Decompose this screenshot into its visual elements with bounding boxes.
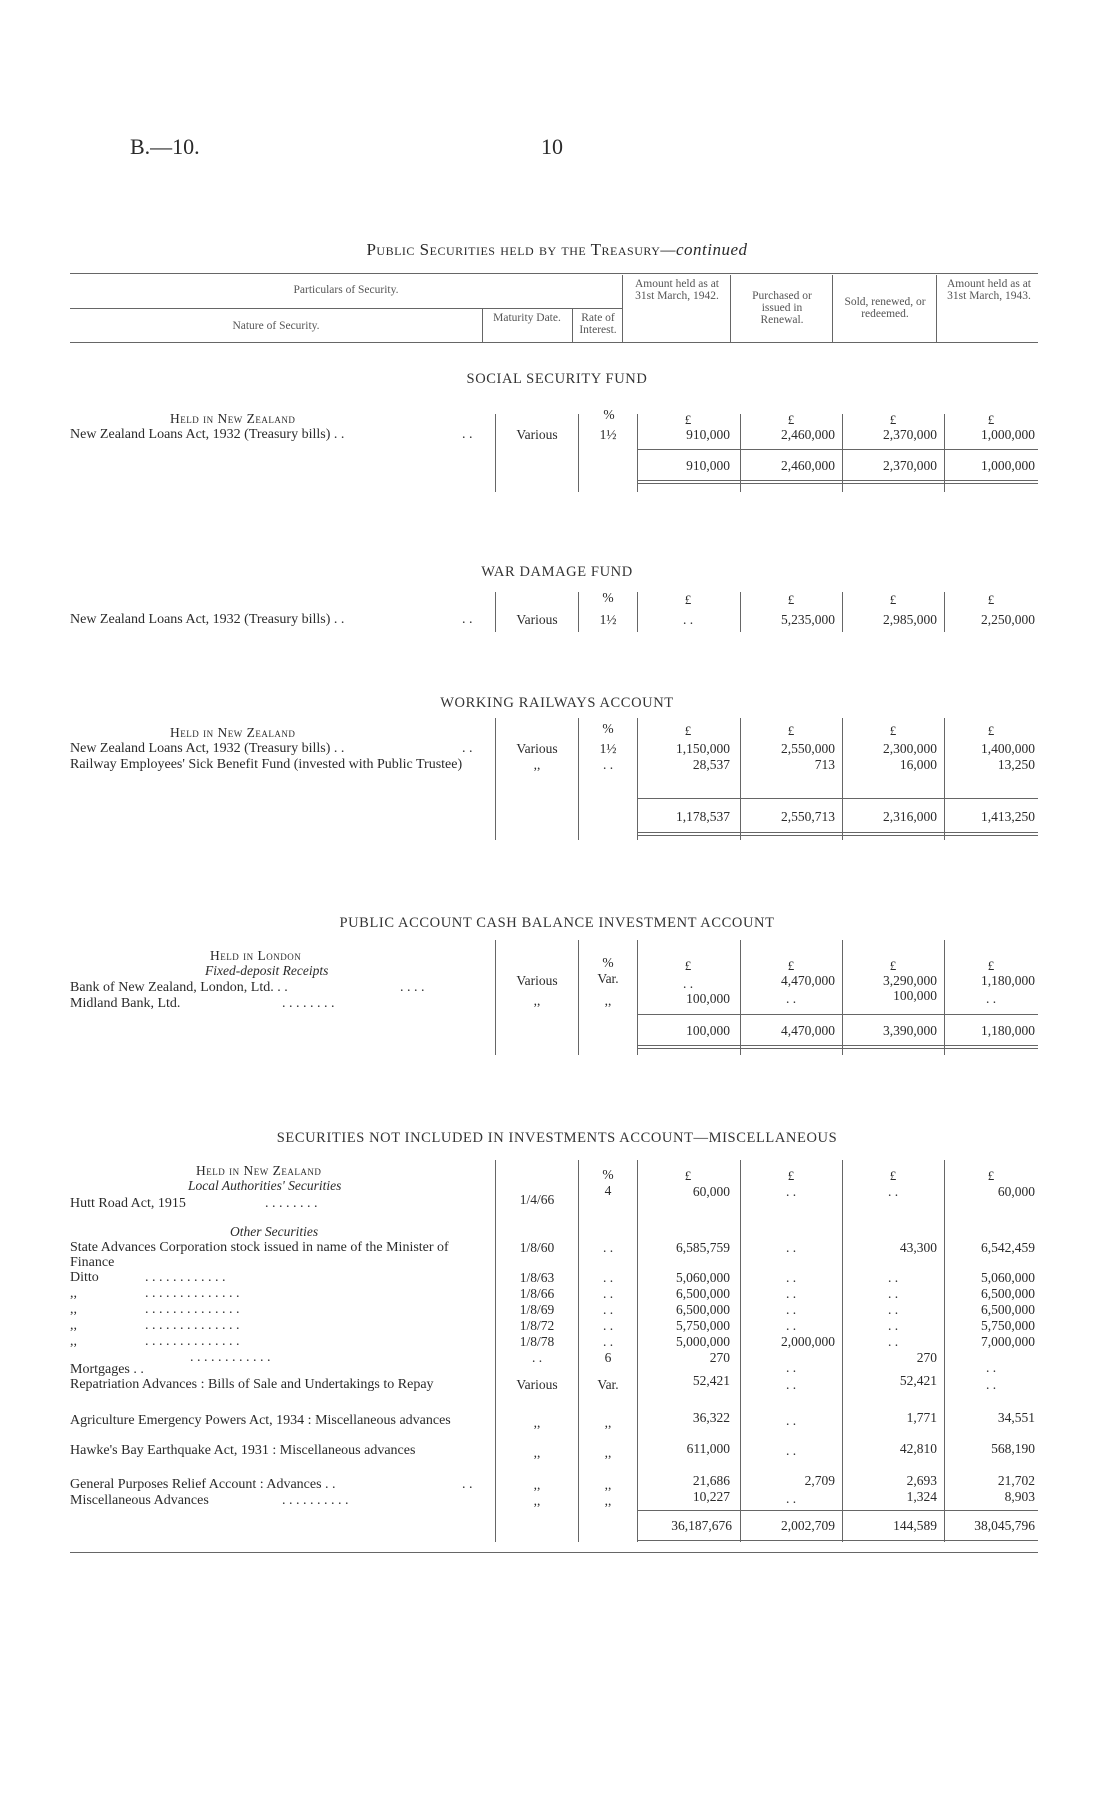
percent-sign: % <box>602 590 614 605</box>
row-rate: Var. <box>597 971 619 986</box>
percent-sign: % <box>603 407 615 422</box>
row-description: New Zealand Loans Act, 1932 (Treasury bills) . . <box>70 741 345 756</box>
total-rule <box>637 798 1038 799</box>
row-held-1943: 6,500,000 <box>981 1302 1035 1317</box>
row-held-1943: 60,000 <box>997 1184 1035 1199</box>
held-label: Held in London <box>210 948 302 963</box>
row-sold: . . <box>887 1334 899 1349</box>
row-purchased: . . <box>785 991 797 1006</box>
col-rule <box>637 1160 638 1542</box>
row-sold: 52,421 <box>899 1373 937 1388</box>
pound-sign: £ <box>987 1168 995 1183</box>
row-held-1942: 100,000 <box>686 991 730 1006</box>
total-purchased: 4,470,000 <box>781 1023 835 1038</box>
row-held-1942: 36,322 <box>692 1410 730 1425</box>
total-rule <box>637 1014 1038 1015</box>
row-description: Mortgages . . <box>70 1362 144 1377</box>
row-leader: . . . . . . . . . . . . . . <box>145 1302 240 1317</box>
col-rule <box>578 940 579 1055</box>
row-description: ,, <box>70 1286 77 1301</box>
row-held-1943: . . <box>985 1360 997 1375</box>
percent-sign: % <box>602 955 614 970</box>
row-held-1942: 6,500,000 <box>676 1286 730 1301</box>
col-rule <box>495 1160 496 1542</box>
total-held-1942: 1,178,537 <box>676 809 730 824</box>
header-divider <box>730 275 731 342</box>
pound-sign: £ <box>787 723 795 738</box>
col-rule <box>495 414 496 492</box>
col-rule <box>578 414 579 492</box>
row-leader: . . . . . . . . . . . . . . <box>145 1334 240 1349</box>
double-rule <box>637 835 1038 836</box>
row-held-1942: 270 <box>709 1350 730 1365</box>
row-leader: . . <box>462 427 473 442</box>
row-rate: ,, <box>604 1415 612 1430</box>
row-maturity: ,, <box>533 1493 541 1508</box>
row-leader: . . . . . . . . . . . . . . <box>145 1318 240 1333</box>
row-held-1942: 1,150,000 <box>676 741 730 756</box>
row-held-1943: 6,500,000 <box>981 1286 1035 1301</box>
row-description: Bank of New Zealand, London, Ltd. . . <box>70 980 288 995</box>
row-sold: 2,985,000 <box>883 612 937 627</box>
row-rate: . . <box>602 1270 614 1285</box>
row-leader: . . . . . . . . . . . . <box>190 1350 271 1365</box>
held-label: Held in New Zealand <box>196 1163 322 1178</box>
total-rule <box>637 449 1038 450</box>
col-rule <box>740 592 741 632</box>
row-held-1943: 5,750,000 <box>981 1318 1035 1333</box>
col-held-1943: Amount held as at 31st March, 1943. <box>947 278 1031 302</box>
row-held-1942: 10,227 <box>692 1489 730 1504</box>
row-maturity: 1/8/69 <box>519 1302 555 1317</box>
header-divider <box>572 308 573 342</box>
col-rule <box>578 592 579 632</box>
row-leader: . . <box>462 1477 473 1492</box>
pound-sign: £ <box>889 412 897 427</box>
col-rule <box>740 1160 741 1542</box>
row-held-1942: 28,537 <box>692 757 730 772</box>
held-label: Held in New Zealand <box>170 411 296 426</box>
total-purchased: 2,002,709 <box>781 1518 835 1533</box>
pound-sign: £ <box>684 1168 692 1183</box>
row-rate: 1½ <box>599 741 617 756</box>
pound-sign: £ <box>787 592 795 607</box>
col-purchased: Purchased or issued in Renewal. <box>752 290 812 326</box>
row-sold: . . <box>887 1302 899 1317</box>
row-maturity: Various <box>516 612 558 627</box>
row-rate: . . <box>602 1318 614 1333</box>
row-sold: 2,300,000 <box>883 741 937 756</box>
row-maturity: 1/8/78 <box>519 1334 555 1349</box>
row-rate: . . <box>602 1286 614 1301</box>
header-mid-rule <box>70 308 622 309</box>
col-sold: Sold, renewed, or redeemed. <box>844 296 926 320</box>
col-rule <box>495 592 496 632</box>
row-leader: . . . . . . . . <box>265 1196 318 1211</box>
pound-sign: £ <box>787 1168 795 1183</box>
double-rule <box>637 1540 1038 1541</box>
row-sold: 43,300 <box>899 1240 937 1255</box>
col-rule <box>495 940 496 1055</box>
row-held-1942: 60,000 <box>692 1184 730 1199</box>
row-leader: . . <box>462 612 473 627</box>
col-rule <box>842 1160 843 1542</box>
double-rule <box>637 832 1038 833</box>
col-rule <box>578 718 579 840</box>
row-leader: . . . . <box>400 980 425 995</box>
row-description: Railway Employees' Sick Benefit Fund (invested with Public Trustee) <box>70 757 463 772</box>
row-sold: . . <box>887 1184 899 1199</box>
row-leader: . . . . . . . . . . . . . . <box>145 1286 240 1301</box>
row-purchased: . . <box>785 1491 797 1506</box>
row-maturity: ,, <box>533 1477 541 1492</box>
col-rule <box>637 940 638 1055</box>
row-held-1943: 1,400,000 <box>981 741 1035 756</box>
col-rule <box>495 718 496 840</box>
row-held-1943: . . <box>985 1377 997 1392</box>
double-rule <box>637 1048 1038 1049</box>
total-held-1943: 1,180,000 <box>981 1023 1035 1038</box>
row-purchased: . . <box>785 1270 797 1285</box>
row-held-1942: 21,686 <box>692 1473 730 1488</box>
row-maturity: . . <box>531 1350 543 1365</box>
row-leader: . . . . . . . . . . <box>282 1493 349 1508</box>
total-held-1942: 910,000 <box>686 458 730 473</box>
held-label: Held in New Zealand <box>170 725 296 740</box>
row-maturity: 1/8/63 <box>519 1270 555 1285</box>
row-maturity: ,, <box>533 1445 541 1460</box>
row-sold: 3,290,000 <box>883 973 937 988</box>
col-rule <box>944 940 945 1055</box>
row-maturity: 1/8/72 <box>519 1318 555 1333</box>
row-rate: Var. <box>597 1377 619 1392</box>
total-sold: 3,390,000 <box>883 1023 937 1038</box>
row-purchased: . . <box>785 1360 797 1375</box>
total-held-1943: 1,413,250 <box>981 809 1035 824</box>
sub-heading: Fixed-deposit Receipts <box>205 963 329 978</box>
section-title: PUBLIC ACCOUNT CASH BALANCE INVESTMENT ACCOUNT <box>339 915 775 931</box>
row-rate: ,, <box>604 1493 612 1508</box>
sub-heading: Other Securities <box>230 1224 319 1239</box>
row-held-1943: 2,250,000 <box>981 612 1035 627</box>
pound-sign: £ <box>787 958 795 973</box>
row-purchased: . . <box>785 1240 797 1255</box>
col-rule <box>637 718 638 840</box>
pound-sign: £ <box>889 592 897 607</box>
row-maturity: ,, <box>533 757 541 772</box>
pound-sign: £ <box>684 958 692 973</box>
row-description: Agriculture Emergency Powers Act, 1934 : Miscellaneous advances <box>70 1413 451 1428</box>
row-maturity: ,, <box>533 1415 541 1430</box>
col-rule <box>944 1160 945 1542</box>
row-held-1942: 5,060,000 <box>676 1270 730 1285</box>
total-sold: 2,316,000 <box>883 809 937 824</box>
pound-sign: £ <box>684 412 692 427</box>
row-leader: . . . . . . . . . . . . <box>145 1270 226 1285</box>
pound-sign: £ <box>987 592 995 607</box>
pound-sign: £ <box>684 592 692 607</box>
total-rule <box>637 1510 1038 1511</box>
row-rate: ,, <box>604 1445 612 1460</box>
row-held-1943: 1,000,000 <box>981 427 1035 442</box>
row-sold: 100,000 <box>893 988 937 1003</box>
row-held-1942: 5,750,000 <box>676 1318 730 1333</box>
row-sold: 1,324 <box>906 1489 937 1504</box>
col-rule <box>842 592 843 632</box>
col-held-1942: Amount held as at 31st March, 1942. <box>635 278 719 302</box>
page-number: 10 <box>541 134 563 159</box>
col-rule <box>842 940 843 1055</box>
row-rate: ,, <box>604 993 612 1008</box>
row-description: Hawke's Bay Earthquake Act, 1931 : Miscellaneous advances <box>70 1443 416 1458</box>
row-sold: 42,810 <box>899 1441 937 1456</box>
total-held-1943: 1,000,000 <box>981 458 1035 473</box>
double-rule <box>637 483 1038 484</box>
col-nature: Nature of Security. <box>232 320 320 332</box>
col-rule <box>578 1160 579 1542</box>
row-held-1943: 7,000,000 <box>981 1334 1035 1349</box>
row-description: New Zealand Loans Act, 1932 (Treasury bills) . . <box>70 612 345 627</box>
row-description: Midland Bank, Ltd. <box>70 996 181 1011</box>
row-sold: . . <box>887 1270 899 1285</box>
row-rate: . . <box>602 757 614 772</box>
header-divider <box>622 275 623 342</box>
row-purchased: . . <box>785 1184 797 1199</box>
header-top-rule <box>70 273 1038 274</box>
row-purchased: 5,235,000 <box>781 612 835 627</box>
row-description: State Advances Corporation stock issued in name of the Minister of Finance <box>70 1240 449 1270</box>
row-sold: . . <box>887 1286 899 1301</box>
col-rule <box>944 592 945 632</box>
row-sold: 1,771 <box>906 1410 937 1425</box>
col-particulars: Particulars of Security. <box>293 284 399 296</box>
row-description: Miscellaneous Advances <box>70 1493 209 1508</box>
row-held-1942: 52,421 <box>692 1373 730 1388</box>
row-maturity: 1/8/60 <box>519 1240 555 1255</box>
row-leader: . . <box>462 741 473 756</box>
col-rate: Rate of Interest. <box>579 312 617 336</box>
row-rate: 4 <box>604 1183 612 1198</box>
row-maturity: ,, <box>533 993 541 1008</box>
row-rate: ,, <box>604 1477 612 1492</box>
header-divider <box>936 275 937 342</box>
row-rate: 1½ <box>599 612 617 627</box>
col-rule <box>944 718 945 840</box>
row-sold: 270 <box>916 1350 937 1365</box>
document-reference: B.—10. <box>130 134 200 159</box>
pound-sign: £ <box>889 958 897 973</box>
row-purchased: . . <box>785 1377 797 1392</box>
pound-sign: £ <box>787 412 795 427</box>
row-leader: . . . . . . . . <box>282 996 335 1011</box>
col-rule <box>842 718 843 840</box>
row-held-1942: 6,585,759 <box>676 1240 730 1255</box>
row-purchased: . . <box>785 1318 797 1333</box>
row-purchased: . . <box>785 1302 797 1317</box>
row-rate: . . <box>602 1302 614 1317</box>
row-held-1943: 1,180,000 <box>981 973 1035 988</box>
col-rule <box>740 718 741 840</box>
row-maturity: Various <box>516 1377 558 1392</box>
row-held-1942: . . <box>682 612 694 627</box>
row-held-1943: 6,542,459 <box>981 1240 1035 1255</box>
total-sold: 2,370,000 <box>883 458 937 473</box>
row-held-1943: 8,903 <box>1004 1489 1035 1504</box>
row-held-1942: . . <box>682 976 694 991</box>
row-maturity: 1/8/66 <box>519 1286 555 1301</box>
row-description: General Purposes Relief Account : Advances . . <box>70 1477 336 1492</box>
section-title: WORKING RAILWAYS ACCOUNT <box>440 695 674 711</box>
row-sold: 2,693 <box>906 1473 937 1488</box>
row-description: Hutt Road Act, 1915 <box>70 1196 186 1211</box>
col-rule <box>740 940 741 1055</box>
row-description: Ditto <box>70 1270 99 1285</box>
section-title: SOCIAL SECURITY FUND <box>466 371 648 387</box>
row-purchased: 2,460,000 <box>781 427 835 442</box>
row-rate: 6 <box>604 1350 612 1365</box>
percent-sign: % <box>602 721 614 736</box>
row-description: Repatriation Advances : Bills of Sale and Undertakings to Repay <box>70 1377 434 1392</box>
pound-sign: £ <box>889 1168 897 1183</box>
row-rate: . . <box>602 1334 614 1349</box>
page-title-suffix: —continued <box>660 240 748 259</box>
row-description: ,, <box>70 1318 77 1333</box>
col-maturity: Maturity Date. <box>493 312 561 324</box>
row-maturity: Various <box>516 973 558 988</box>
row-held-1942: 611,000 <box>686 1441 730 1456</box>
row-purchased: . . <box>785 1443 797 1458</box>
row-held-1943: 13,250 <box>997 757 1035 772</box>
total-held-1943: 38,045,796 <box>974 1518 1035 1533</box>
row-sold: . . <box>887 1318 899 1333</box>
row-maturity: Various <box>516 427 558 442</box>
row-sold: 2,370,000 <box>883 427 937 442</box>
row-rate: . . <box>602 1240 614 1255</box>
percent-sign: % <box>602 1167 614 1182</box>
row-purchased: . . <box>785 1413 797 1428</box>
row-held-1943: . . <box>985 991 997 1006</box>
header-bottom-rule <box>70 342 1038 343</box>
row-purchased: . . <box>785 1286 797 1301</box>
sub-heading: Local Authorities' Securities <box>188 1178 342 1193</box>
double-rule <box>637 1045 1038 1046</box>
row-held-1942: 910,000 <box>686 427 730 442</box>
row-description: ,, <box>70 1302 77 1317</box>
pound-sign: £ <box>987 723 995 738</box>
row-rate: 1½ <box>599 427 617 442</box>
row-held-1943: 568,190 <box>991 1441 1035 1456</box>
section-title: WAR DAMAGE FUND <box>481 564 633 580</box>
total-held-1942: 36,187,676 <box>671 1518 732 1533</box>
row-purchased: 713 <box>814 757 835 772</box>
row-purchased: 2,550,000 <box>781 741 835 756</box>
col-rule <box>637 592 638 632</box>
double-rule <box>637 480 1038 481</box>
row-held-1942: 5,000,000 <box>676 1334 730 1349</box>
section-title: SECURITIES NOT INCLUDED IN INVESTMENTS ACCOUNT—MISCELLANEOUS <box>276 1130 838 1146</box>
total-purchased: 2,550,713 <box>781 809 835 824</box>
total-held-1942: 100,000 <box>686 1023 730 1038</box>
row-purchased: 2,709 <box>804 1473 835 1488</box>
row-held-1943: 21,702 <box>997 1473 1035 1488</box>
row-held-1943: 34,551 <box>997 1410 1035 1425</box>
row-purchased: 4,470,000 <box>781 973 835 988</box>
page-title <box>0 240 1114 260</box>
total-purchased: 2,460,000 <box>781 458 835 473</box>
row-held-1943: 5,060,000 <box>981 1270 1035 1285</box>
row-description: ,, <box>70 1334 77 1349</box>
header-divider <box>832 275 833 342</box>
pound-sign: £ <box>889 723 897 738</box>
row-held-1942: 6,500,000 <box>676 1302 730 1317</box>
page-title-main: Public Securities held by the Treasury <box>366 240 661 259</box>
total-sold: 144,589 <box>893 1518 937 1533</box>
row-purchased: 2,000,000 <box>781 1334 835 1349</box>
header-divider <box>482 308 483 342</box>
pound-sign: £ <box>684 723 692 738</box>
row-maturity: 1/4/66 <box>519 1192 555 1207</box>
row-maturity: Various <box>516 741 558 756</box>
row-description: New Zealand Loans Act, 1932 (Treasury bills) . . <box>70 427 345 442</box>
pound-sign: £ <box>987 412 995 427</box>
table-end-rule <box>70 1552 1038 1553</box>
pound-sign: £ <box>987 958 995 973</box>
row-sold: 16,000 <box>899 757 937 772</box>
